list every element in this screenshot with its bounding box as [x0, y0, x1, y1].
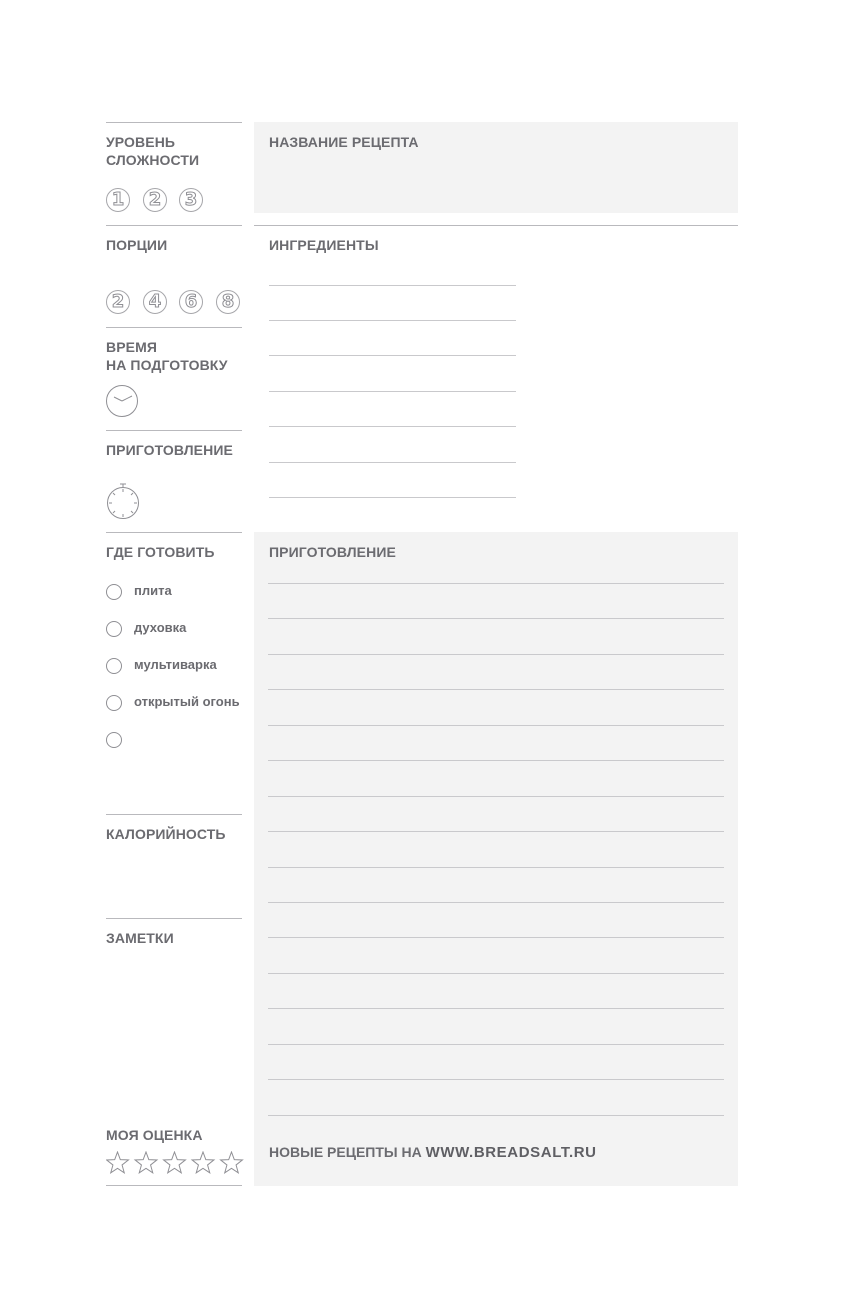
footer-promo	[269, 1144, 597, 1161]
preparation-line[interactable]	[268, 867, 724, 868]
star-icon[interactable]	[135, 1152, 157, 1173]
preparation-line[interactable]	[268, 725, 724, 726]
difficulty-option-3[interactable]	[179, 188, 203, 212]
where-top-rule	[106, 532, 242, 533]
radio-open-fire[interactable]	[106, 695, 122, 711]
option-label-plita: плита	[134, 583, 172, 598]
difficulty-option-1[interactable]	[106, 188, 130, 212]
footer-url-link[interactable]: WWW.BREADSALT.RU	[425, 1144, 597, 1161]
portion-number: 8	[221, 291, 235, 312]
difficulty-label: УРОВЕНЬ СЛОЖНОСТИ	[106, 134, 200, 168]
my-rating-label: МОЯ ОЦЕНКА	[106, 1127, 203, 1143]
portions-label: ПОРЦИИ	[106, 237, 168, 253]
ingredient-line[interactable]	[269, 320, 516, 321]
notes-label: ЗАМЕТКИ	[106, 930, 174, 946]
ingredient-line[interactable]	[269, 391, 516, 392]
option-label-duhovka: духовка	[134, 620, 187, 635]
rating-stars	[106, 1151, 246, 1175]
preparation-line[interactable]	[268, 1079, 724, 1080]
notes-top-rule	[106, 918, 242, 919]
footer-prefix: НОВЫЕ РЕЦЕПТЫ НА	[269, 1144, 426, 1160]
calories-label: КАЛОРИЙНОСТЬ	[106, 826, 226, 842]
star-icon[interactable]	[192, 1152, 214, 1173]
cooking-top-rule	[106, 430, 242, 431]
portion-number: 4	[148, 291, 162, 312]
ingredient-line[interactable]	[269, 462, 516, 463]
option-label-open-fire: открытый огонь	[134, 694, 240, 709]
preparation-line[interactable]	[268, 689, 724, 690]
star-icon[interactable]	[164, 1152, 186, 1173]
where-to-cook-label: ГДЕ ГОТОВИТЬ	[106, 544, 215, 560]
clock-icon	[105, 384, 139, 418]
preparation-line[interactable]	[268, 583, 724, 584]
ingredient-line[interactable]	[269, 355, 516, 356]
preparation-line[interactable]	[268, 1044, 724, 1045]
preparation-label: ПРИГОТОВЛЕНИЕ	[269, 544, 396, 560]
cooking-time-label: ПРИГОТОВЛЕНИЕ	[106, 442, 233, 458]
portions-top-rule	[106, 225, 242, 226]
preparation-line[interactable]	[268, 973, 724, 974]
portion-option-8[interactable]	[216, 290, 240, 314]
radio-plita[interactable]	[106, 584, 122, 600]
preparation-line[interactable]	[268, 654, 724, 655]
portion-option-2[interactable]	[106, 290, 130, 314]
recipe-name-label: НАЗВАНИЕ РЕЦЕПТА	[269, 134, 419, 150]
preparation-line[interactable]	[268, 760, 724, 761]
portion-number: 2	[111, 291, 125, 312]
difficulty-option-2[interactable]	[143, 188, 167, 212]
portion-option-4[interactable]	[143, 290, 167, 314]
ingredients-label: ИНГРЕДИЕНТЫ	[269, 237, 379, 253]
portion-option-6[interactable]	[179, 290, 203, 314]
preparation-line[interactable]	[268, 902, 724, 903]
ingredient-line[interactable]	[269, 285, 516, 286]
prep-time-top-rule	[106, 327, 242, 328]
radio-multivarka[interactable]	[106, 658, 122, 674]
ingredient-line[interactable]	[269, 426, 516, 427]
rating-bottom-rule	[106, 1185, 242, 1186]
stopwatch-icon	[104, 481, 142, 521]
preparation-panel	[254, 532, 738, 1186]
preparation-line[interactable]	[268, 937, 724, 938]
prep-time-label: ВРЕМЯ НА ПОДГОТОВКУ	[106, 339, 228, 373]
difficulty-top-rule	[106, 122, 242, 123]
radio-duhovka[interactable]	[106, 621, 122, 637]
ingredient-line[interactable]	[269, 497, 516, 498]
option-label-multivarka: мультиварка	[134, 657, 217, 672]
preparation-line[interactable]	[268, 618, 724, 619]
star-icon[interactable]	[221, 1152, 243, 1173]
preparation-line[interactable]	[268, 1008, 724, 1009]
preparation-line[interactable]	[268, 831, 724, 832]
calories-top-rule	[106, 814, 242, 815]
star-icon[interactable]	[107, 1152, 129, 1173]
difficulty-number: 3	[184, 189, 198, 210]
difficulty-number: 1	[111, 189, 125, 210]
ingredients-top-rule	[254, 225, 738, 226]
radio-custom[interactable]	[106, 732, 122, 748]
preparation-line[interactable]	[268, 796, 724, 797]
portion-number: 6	[184, 291, 198, 312]
difficulty-number: 2	[148, 189, 162, 210]
preparation-line[interactable]	[268, 1115, 724, 1116]
